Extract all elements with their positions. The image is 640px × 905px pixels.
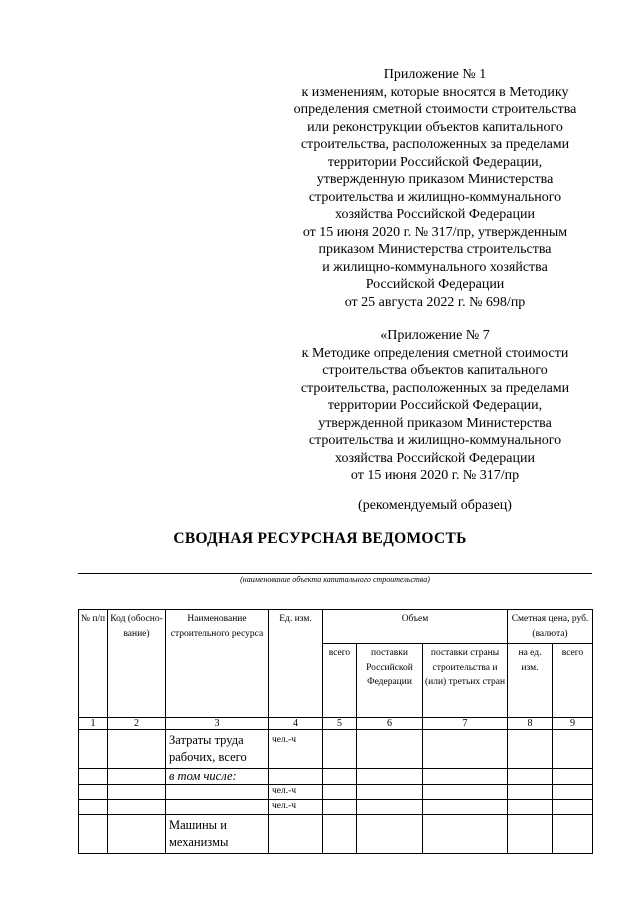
appendix-1-line: и жилищно-коммунального хозяйства — [322, 259, 548, 275]
appendix-1-line: или реконструкции объектов капитального — [307, 119, 563, 135]
appendix-1-line: приказом Министерства строительства — [318, 242, 552, 257]
appendix-7-line: от 15 июня 2020 г. № 317/пр — [350, 468, 520, 483]
appendix-7-line: хозяйства Российской Федерации — [334, 450, 535, 466]
appendix-7-line: строительства объектов капитального — [322, 363, 548, 378]
appendix-7-line: территории Российской Федерации, — [327, 398, 543, 413]
resource-table — [78, 609, 593, 854]
document-title: СВОДНАЯ РЕСУРСНАЯ ВЕДОМОСТЬ — [173, 530, 467, 547]
resource-name — [166, 800, 269, 815]
appendix-1-line: определения сметной стоимости строительства — [293, 102, 577, 117]
table-row — [79, 730, 593, 769]
resource-unit: чел.-ч — [269, 730, 323, 769]
resource-name: в том числе: — [166, 769, 269, 785]
appendix-1-line: от 25 августа 2022 г. № 698/пр — [344, 294, 526, 310]
header-price-unit: на ед. изм. — [508, 644, 553, 718]
appendix-7-header — [280, 327, 590, 485]
table-row — [79, 815, 593, 854]
appendix-1-line: строительства и жилищно-коммунального — [308, 189, 562, 205]
appendix-7-line: утвержденной приказом Министерства — [318, 415, 552, 431]
resource-name — [166, 785, 269, 800]
resource-unit: чел.-ч — [269, 785, 323, 800]
resource-unit: чел.-ч — [269, 800, 323, 815]
column-number: 8 — [508, 718, 553, 730]
appendix-1-line: Приложение № 1 — [383, 67, 487, 82]
appendix-1-line: к изменениям, которые вносятся в Методику — [301, 84, 569, 100]
appendix-1-header — [280, 66, 590, 311]
table-row — [79, 785, 593, 800]
resource-name: Затраты труда рабочих, всего — [166, 730, 269, 769]
object-name-caption: (наименование объекта капитального строительства) — [240, 575, 430, 584]
header-volume-total: всего — [323, 644, 357, 718]
column-number: 3 — [166, 718, 269, 730]
header-num: № п/п — [79, 610, 108, 718]
header-volume-rf: поставки Российской Федерации — [357, 644, 423, 718]
header-code: Код (обосно-вание) — [108, 610, 166, 718]
column-number: 5 — [323, 718, 357, 730]
object-name-line — [78, 573, 592, 574]
appendix-7-line: «Приложение № 7 — [380, 328, 490, 343]
header-price: Сметная цена, руб. (валюта) — [508, 610, 593, 644]
resource-unit — [269, 815, 323, 854]
appendix-1-line: территории Российской Федерации, — [327, 154, 543, 170]
column-number: 1 — [79, 718, 108, 730]
header-volume: Объем — [323, 610, 508, 644]
sample-note: (рекомендуемый образец) — [358, 498, 512, 513]
header-volume-country: поставки страны строительства и (или) третьих стран — [423, 644, 508, 718]
resource-unit — [269, 769, 323, 785]
appendix-1-line: строительства, расположенных за пределами — [300, 137, 570, 152]
appendix-1-line: хозяйства Российской Федерации — [334, 207, 535, 222]
resource-name: Машины и механизмы — [166, 815, 269, 854]
column-number: 2 — [108, 718, 166, 730]
table-row — [79, 800, 593, 815]
header-price-total: всего — [553, 644, 593, 718]
appendix-7-line: строительства, расположенных за пределами — [300, 380, 570, 396]
table-row — [79, 769, 593, 785]
header-name: Наименование строительного ресурса — [166, 610, 269, 718]
appendix-1-line: от 15 июня 2020 г. № 317/пр, утвержденным — [302, 224, 568, 240]
appendix-7-line: строительства и жилищно-коммунального — [308, 433, 562, 448]
appendix-1-line: утвержденную приказом Министерства — [316, 172, 554, 187]
column-number: 4 — [269, 718, 323, 730]
column-number: 6 — [357, 718, 423, 730]
appendix-7-line: к Методике определения сметной стоимости — [301, 345, 569, 361]
header-unit: Ед. изм. — [269, 610, 323, 718]
column-number: 9 — [553, 718, 593, 730]
appendix-1-line: Российской Федерации — [365, 277, 505, 292]
column-number: 7 — [423, 718, 508, 730]
